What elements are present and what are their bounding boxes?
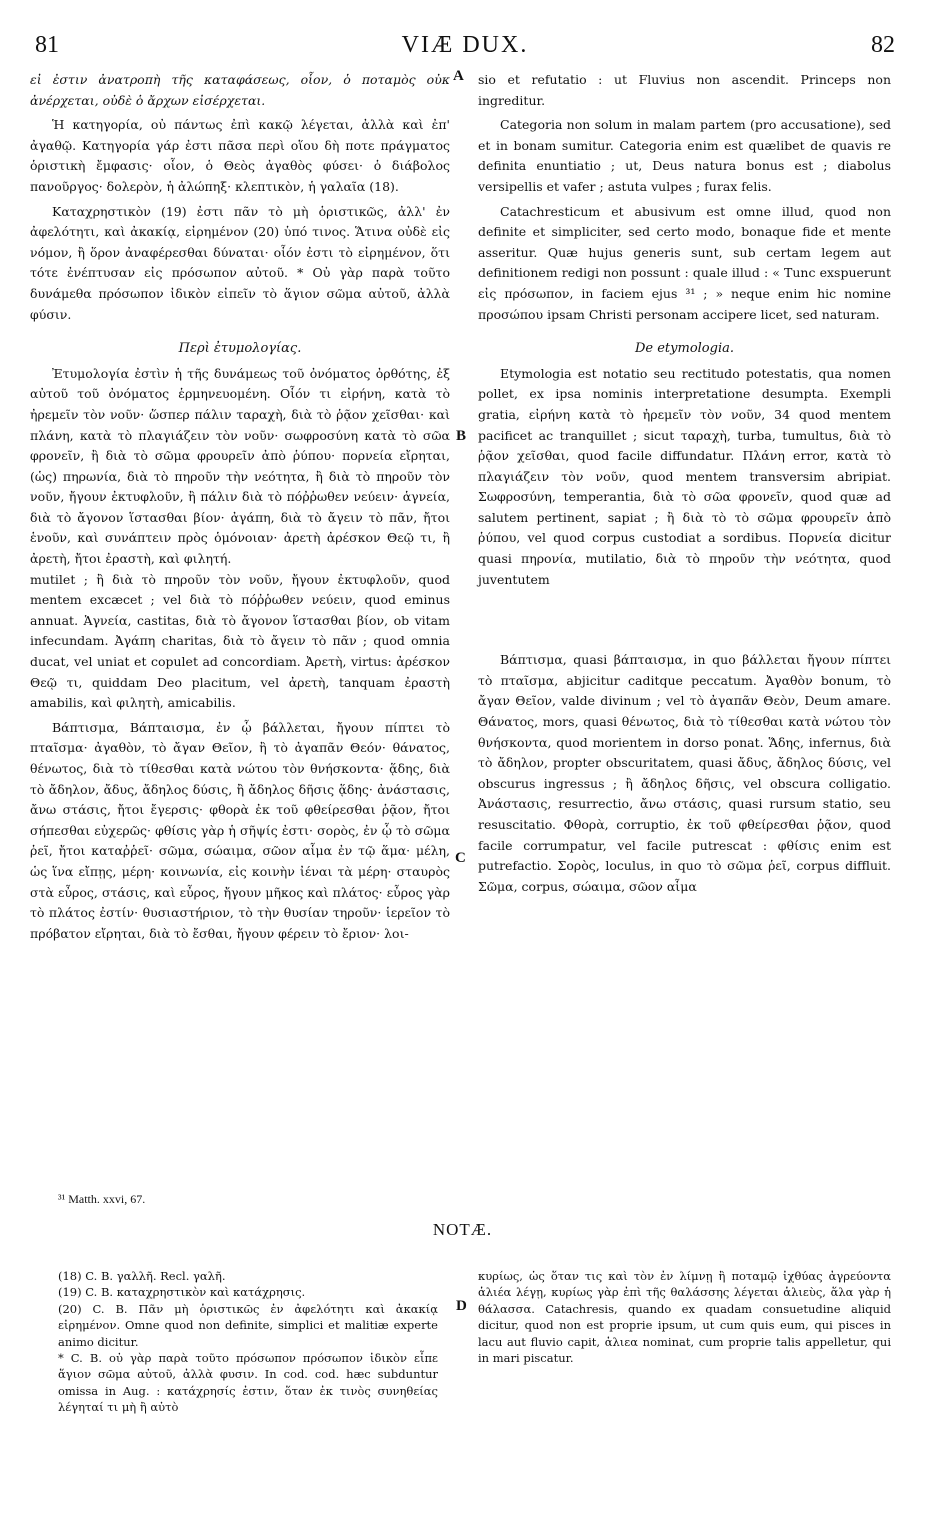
greek-heading-etymology: Περὶ ἐτυμολογίας. bbox=[178, 341, 302, 357]
note-18: (18) C. B. γαλλῆ. Recl. γαλῆ. bbox=[58, 1269, 226, 1283]
running-title: VIÆ DUX. bbox=[401, 32, 529, 58]
greek-paragraph-etymology: Ἐτυμολογία ἐστὶν ἡ τῆς δυνάμεως τοῦ ὀνόματος ὀρθότης, ἐξ αὐτοῦ τοῦ ὀνόματος ἑρμηνευομένη. Οἷόν τι εἰρήνη, κατὰ τὸ ἠρεμεῖν τὸν νοῦν· ὥσπερ πάλιν ταραχὴ, διὰ τὸ ῥᾷον χεῖσθαι· καὶ πλάνη, κατὰ τὸ πλαγιάζειν τὸν νοῦν· σωφροσύνη κατὰ τὸ σῶα φρονεῖν, ἢ διὰ τὸ σῶμα φρουρεῖν ἀπὸ ῥύπου· πορνεία εἴρηται, (ὡς) πηρωνία, διὰ τὸ πηροῦν τὴν νεότητα, ἢ διὰ τὸ πηροῦν τὸν νοῦν, ἤγουν ἐκτυφλοῦν, ἢ πάλιν διὰ τὸ πόῤῥωθεν νεύειν· ἁγνεία, διὰ τὸ ἄγονον ἵστασθαι βίον· ἀγάπη, διὰ τὸ ἄγειν τὸ πᾶν, ἤτοι ἑνοῦν, καὶ συνάπτειν πρὸς ὁμόνοιαν· ἀρετὴ ἀρέσκον Θεῷ τι, ἢ ἀρετὴ, ἤτοι ἐραστὴ, καὶ φιλητή. bbox=[30, 365, 450, 567]
note-continuation: κυρίως, ὡς ὅταν τις καὶ τὸν ἐν λίμνῃ ἢ ποταμῷ ἰχθύας ἀγρεύοντα ἁλιέα λέγῃ, κυρίως γὰρ ἐπὶ τῆς θαλάσσης λέγεται ἁλιεὺς, ἅλα γὰρ ἡ θάλασσα. Catachresis, quando ex quadam consuetudine aliquid dicitur, quod non est proprie ipsum, ut cum quis eum, qui pisces in lacu aut fluvio capit, ἁλιεα nominat, cum proprie talis appelletur, qui in mari piscatur. bbox=[478, 1269, 891, 1366]
greek-paragraph-baptisma: Βάπτισμα, Βάπταισμα, ἐν ᾧ βάλλεται, ἤγουν πίπτει τὸ πταῖσμα· ἀγαθὸν, τὸ ἄγαν Θεῖον, ἢ τὸ ἀγαπᾶν Θεόν· θάνατος, θένωτος, διὰ τὸ τίθεσθαι κατὰ νώτου τὸν θνήσκοντα· ᾅδης, διὰ τὸ ἄδηλον, ἄδυς, ἄδηλος δύσις, ἢ ἄδηλος δῆσις ᾅδης· ἀνάστασις, ἄνω στάσις, ἤτοι ἔγερσις· φθορὰ ἐκ τοῦ φθείρεσθαι ῥᾷον, ἤτοι σήπεσθαι εὐχερῶς· φθίσις γὰρ ἡ σῆψίς ἐστι· σορὸς, ἐν ᾧ τὸ σῶμα ῥεῖ, ἤτοι καταῤῥεῖ· σῶμα, σώαιμα, σῶον αἷμα ἐν τῷ ἅμα· μέλη, ὡς ἵνα εἴπῃς, μέρη· κοινωνία, εἰς κοινὴν ἰέναι τὰ μέρη· σταυρὸς στὰ εὖρος, στάσις, καὶ εὖρος, ἤγουν μῆκος καὶ πλάτος· εὖρος γὰρ τὸ πλάτος ἐστίν· θυσιαστήριον, τὸ τὴν θυσίαν τηροῦν· ἱερεῖον τὸ πρόβατον εἴρηται, διὰ τὸ ἔσθαι, ἤγουν φέρειν τὸ ἔριον· λοι- bbox=[30, 719, 450, 941]
notes-left-column bbox=[58, 1268, 438, 1416]
latin-heading-etymology: De etymologia. bbox=[634, 341, 734, 357]
latin-column bbox=[478, 70, 891, 897]
greek-column bbox=[30, 70, 450, 944]
margin-mark-c: C bbox=[455, 850, 466, 866]
page-number-right: 82 bbox=[870, 32, 895, 58]
note-19: (19) C. B. καταχρηστικὸν καὶ κατάχρησις. bbox=[58, 1285, 306, 1300]
note-star: * C. B. οὐ γὰρ παρὰ τοῦτο πρόσωπον πρόσωπον ἰδικὸν εἶπε ἅγιον σῶμα αὐτοῦ, ἀλλὰ φυσιν. In cod. cod. hæc subduntur omissa in Aug. : κατάχρησίς ἐστιν, ὅταν ἐκ τινὸς συνηθείας λέγηταί τι μὴ ἢ αὐτὸ bbox=[58, 1351, 438, 1415]
page-number-left: 81 bbox=[35, 32, 59, 58]
latin-paragraph-baptisma: Βάπτισμα, quasi βάπταισμα, in quo βάλλεται ἤγουν πίπτει τὸ πταῖσμα, abjicitur caditque peccatum. Ἀγαθὸν bonum, τὸ ἄγαν Θεῖον, valde divinum ; vel τὸ ἀγαπᾶν Θεὸν, Deum amare. Θάνατος, mors, quasi θένωτος, διὰ τὸ τίθεσθαι κατὰ νώτου τὸν θνήσκοντα, quod morientem in dorso ponat. Ἅδης, infernus, διὰ τὸ ἄδηλον, propter obscuritatem, quasi ἄδυς, ἄδηλος δύσις, vel obscurus ingressus ; ἢ ἄδηλος δῆσις, vel obscura colligatio. Ἀνάστασις, resurrectio, ἄνω στάσις, quasi rursum statio, seu resuscitatio. Φθορὰ, corruptio, ἐκ τοῦ φθείρεσθαι ῥᾷον, quod facile corrumpatur, vel facile putrescat : φθίσις enim est putrefactio. Σορὸς, loculus, in quo τὸ σῶμα ῥεῖ, corpus diffluit. Σῶμα, corpus, σώαιμα, σῶον αἷμα bbox=[478, 652, 891, 894]
notes-right-column bbox=[478, 1268, 891, 1366]
page-header bbox=[35, 32, 895, 62]
greek-paragraph-categoria: Ἡ κατηγορία, οὐ πάντως ἐπὶ κακῷ λέγεται, ἀλλὰ καὶ ἐπ' ἀγαθῷ. Κατηγορία γάρ ἐστι πᾶσα περὶ οἵου δὴ ποτε πράγματος ὁριστικὴ ἔμφασις· οἷον, ὁ Θεὸς ἀγαθὸς φύσει· ὁ διάβολος πανοῦργος· δολερὸν, ἡ ἀλώπηξ· κλεπτικὸν, ἡ γαλαῖα (18). bbox=[30, 117, 450, 194]
footnote: ³¹ Matth. xxvi, 67. bbox=[58, 1192, 146, 1206]
latin-spill-paragraph: mutilet ; ἢ διὰ τὸ πηροῦν τὸν νοῦν, ἤγουν ἐκτυφλοῦν, quod mentem excæcet ; vel διὰ τὸ πόῤῥωθεν νεύειν, quod eminus annuat. Ἁγνεία, castitas, διὰ τὸ ἄγονον ἵστασθαι βίον, ob vitam infecundam. Ἀγάπη charitas, διὰ τὸ ἄγειν τὸ πᾶν ; quod omnia ducat, vel uniat et copulet ad concordiam. Ἀρετὴ, virtus: ἀρέσκον Θεῷ τι, quiddam Deo placitum, vel ἀρετὴ, tanquam ἐραστὴ amabilis, καὶ φιλητὴ, amicabilis. bbox=[30, 571, 450, 711]
latin-paragraph-categoria: Categoria non solum in malam partem (pro accusatione), sed et in bonam sumitur. Categoria enim est quælibet de quavis re definita enuntiatio ; ut, Deus natura bonus est ; diabolus versipellis et vafer ; astuta vulpes ; furax felis. bbox=[478, 117, 891, 194]
greek-paragraph-1: εἰ ἐστιν ἀνατροπὴ τῆς καταφάσεως, οἷον, ὁ ποταμὸς οὐκ ἀνέρχεται, οὐδὲ ὁ ἄρχων εἰσέρχεται. bbox=[30, 72, 450, 108]
notes-heading: NOTÆ. bbox=[432, 1220, 493, 1239]
latin-paragraph-1: sio et refutatio : ut Fluvius non ascendit. Princeps non ingreditur. bbox=[478, 72, 891, 108]
margin-mark-a: A bbox=[453, 68, 464, 84]
latin-paragraph-etymology: Etymologia est notatio seu rectitudo potestatis, qua nomen pollet, ex ipsa nominis interpretatione desumpta. Exempli gratia, εἰρήνη κατὰ τὸ ἠρεμεῖν τὸν νοῦν, 34 quod mentem pacificet ac tranquillet ; sicut ταραχὴ, turba, tumultus, διὰ τὸ ῥᾷον χεῖσθαι, quod facile diffundatur. Πλάνη error, κατὰ τὸ πλαγιάζειν τὸν νοῦν, quod mentem transversim abripiat. Σωφροσύνη, temperantia, διὰ τὸ σῶα φρονεῖν, quod quæ ad salutem pertinent, sapiat ; ἢ διὰ τὸ τὸ σῶμα φρουρεῖν ἀπὸ ῥύπου, vel quod corpus custodiat a sordibus. Πορνεία dicitur quasi πηρονία, mutilatio, διὰ τὸ πηροῦν τὴν νεότητα, quod juventutem bbox=[478, 365, 891, 587]
note-20: (20) C. B. Πᾶν μὴ ὁριστικῶς ἐν ἀφελότητι καὶ ἀκακίᾳ εἰρημένον. Omne quod non definite, simplici et malitiæ experte animo dicitur. bbox=[58, 1301, 438, 1349]
latin-paragraph-catachresis: Catachresticum et abusivum est omne illud, quod non definite et simpliciter, sed certo modo, bonaque fide et mente asseritur. Quæ hujus generis sunt, sub certam legem aut definitionem redigi non possunt : quale illud : « Tunc exspuerunt εἰς πρόσωπον, in faciem ejus ³¹ ; » neque enim hic nomine προσώπου ipsam Christi personam accipere licet, sed naturam. bbox=[478, 203, 891, 322]
margin-mark-b: B bbox=[456, 428, 467, 444]
greek-paragraph-catachresis: Καταχρηστικὸν (19) ἐστι πᾶν τὸ μὴ ὁριστικῶς, ἀλλ' ἐν ἀφελότητι, καὶ ἀκακίᾳ, εἰρημένον (20) ὑπό τινος. Ἅτινα οὐδὲ εἰς νόμον, ἢ ὅρον ἀναφέρεσθαι δύναται· οἷόν ἐστι τὸ εἰρημένον, ὅτι τότε ἐνέπτυσαν εἰς πρόσωπον αὐτοῦ. * Οὐ γὰρ παρὰ τοῦτο δυνάμεθα πρόσωπον ἰδικὸν εἰπεῖν τὸ ἅγιον σῶμα αὐτοῦ, ἀλλὰ φύσιν. bbox=[30, 203, 450, 322]
margin-mark-d: D bbox=[456, 1298, 467, 1314]
